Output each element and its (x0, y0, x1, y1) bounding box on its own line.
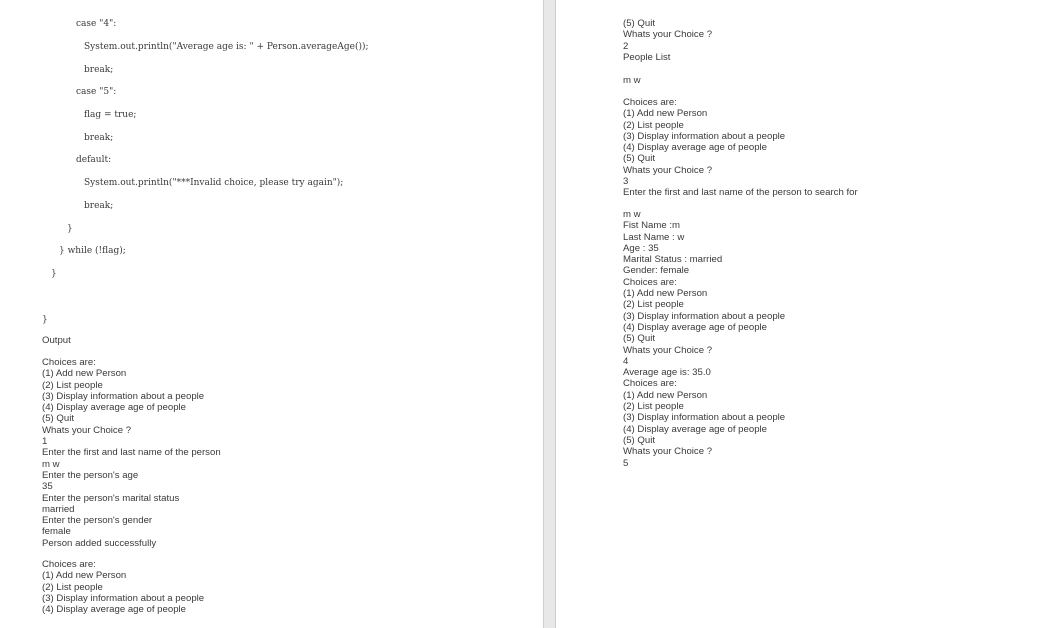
console-line: (3) Display information about a people (623, 130, 786, 142)
console-line: (5) Quit (623, 18, 655, 29)
code-while-loop: } while (!flag); (59, 246, 126, 256)
console-line: (4) Display average age of people (42, 604, 186, 616)
console-line: 4 (623, 355, 629, 367)
code-close-method: } (51, 269, 57, 279)
console-line: Enter the person's marital status (42, 492, 180, 504)
console-line: (3) Display information about a people (42, 592, 205, 604)
console-line: (1) Add new Person (42, 570, 127, 582)
console-line: (3) Display information about a people (623, 310, 786, 322)
console-line: Whats your Choice ? (623, 29, 713, 41)
console-line: Marital Status : married (623, 254, 723, 266)
console-output-block (623, 18, 712, 63)
console-line: Person added successfully (42, 537, 157, 549)
console-line: Age : 35 (623, 242, 659, 254)
console-line: Enter the first and last name of the person to search for (623, 187, 858, 199)
code-close-class: } (42, 315, 48, 325)
code-flag-true: flag = true; (84, 110, 137, 120)
console-line: (2) List people (623, 299, 684, 311)
code-break: break; (84, 201, 114, 211)
console-line: Whats your Choice ? (623, 446, 713, 458)
console-line: (5) Quit (42, 413, 74, 425)
console-line: m w (42, 458, 60, 470)
console-line: People List (623, 51, 671, 63)
console-line: (4) Display average age of people (623, 321, 767, 333)
console-line: Whats your Choice ? (623, 164, 713, 176)
console-line: 1 (42, 436, 48, 448)
code-close-switch: } (67, 224, 73, 234)
console-line: Enter the person's age (42, 469, 139, 481)
output-heading: Output (42, 335, 71, 346)
console-line: (1) Add new Person (623, 288, 708, 300)
code-println-invalid: System.out.println("***Invalid choice, please try again"); (84, 178, 344, 188)
console-line: Choices are: (623, 276, 677, 288)
console-line: Choices are: (42, 559, 96, 570)
console-line: (4) Display average age of people (623, 423, 767, 435)
console-line: 5 (623, 457, 629, 469)
console-line: Enter the first and last name of the person (42, 447, 221, 459)
console-line: Choices are: (42, 357, 96, 368)
console-output-block (42, 559, 204, 615)
console-line: 35 (42, 481, 53, 493)
code-println-average: System.out.println("Average age is: " + Person.averageAge()); (84, 42, 369, 52)
code-case-5: case "5": (76, 87, 117, 97)
console-line: Enter the person's gender (42, 515, 153, 527)
console-line: female (42, 526, 71, 538)
console-line: 3 (623, 176, 629, 188)
document-page-right (556, 0, 1050, 628)
console-line: (4) Display average age of people (623, 142, 767, 154)
console-line: (5) Quit (623, 333, 655, 345)
console-line: m w (623, 75, 641, 86)
console-line: Whats your Choice ? (623, 344, 713, 356)
console-line: Last Name : w (623, 231, 685, 243)
console-line: (2) List people (42, 379, 103, 391)
page-gutter (543, 0, 556, 628)
console-line: (2) List people (42, 581, 103, 593)
console-line: (1) Add new Person (623, 108, 708, 120)
console-line: Choices are: (623, 97, 677, 108)
console-line: (4) Display average age of people (42, 402, 186, 414)
console-line: 2 (623, 40, 629, 52)
console-line: (1) Add new Person (42, 368, 127, 380)
console-output-block (623, 97, 858, 199)
console-line: (3) Display information about a people (42, 390, 205, 402)
console-line: Whats your Choice ? (42, 424, 132, 436)
console-line: Average age is: 35.0 (623, 367, 711, 379)
console-output-block (623, 209, 785, 469)
console-line: Gender: female (623, 265, 690, 277)
console-output-block (623, 75, 641, 86)
console-line: m w (623, 209, 641, 220)
console-line: (5) Quit (623, 434, 655, 446)
code-break: break; (84, 65, 114, 75)
console-line: (2) List people (623, 401, 684, 413)
console-output-block (42, 357, 221, 549)
console-line: married (42, 503, 75, 515)
code-case-4: case "4": (76, 19, 117, 29)
console-line: (1) Add new Person (623, 389, 708, 401)
console-line: Choices are: (623, 378, 677, 390)
code-default: default: (76, 155, 112, 165)
console-line: (3) Display information about a people (623, 412, 786, 424)
console-line: Fist Name :m (623, 220, 681, 232)
console-line: (5) Quit (623, 153, 655, 165)
console-line: (2) List people (623, 119, 684, 131)
code-break: break; (84, 133, 114, 143)
